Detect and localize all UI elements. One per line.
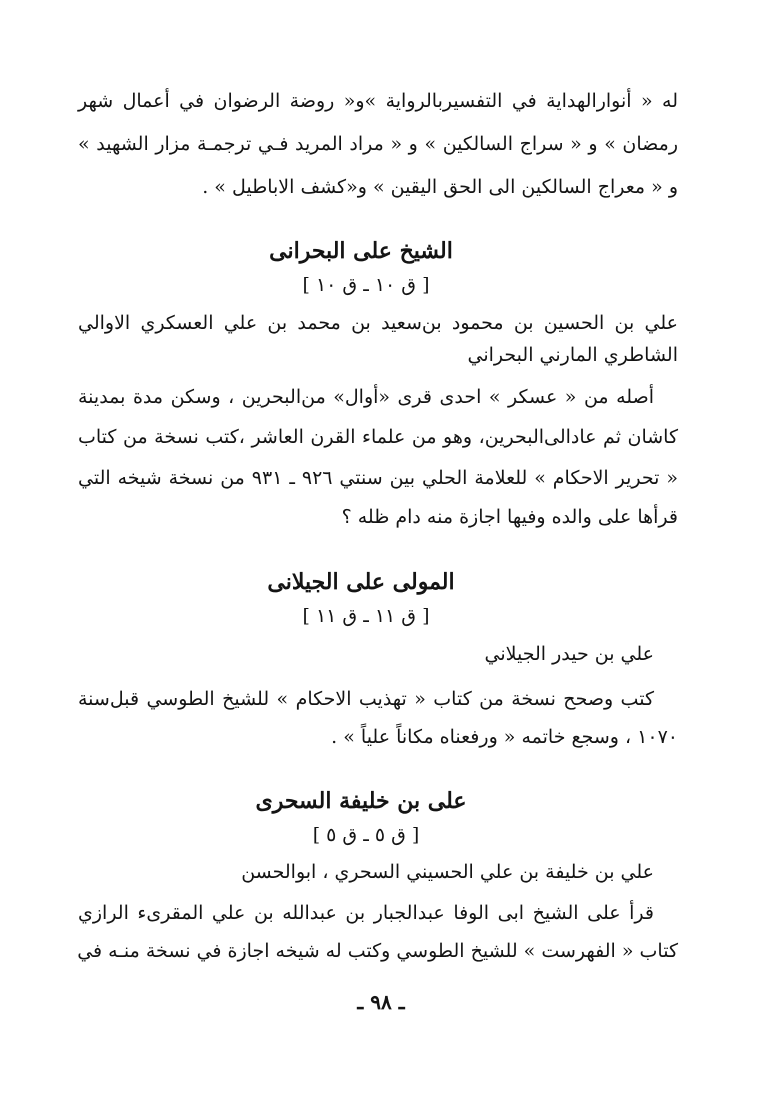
entry-body-line: أصله من « عسكر » احدى قرى «أوال» من‌البحرين ، وسكن مدة بمدينة (78, 386, 654, 408)
entry-dates: [ ق ٥ ـ ق ٥ ] (312, 824, 420, 846)
intro-line: له « أنوارالهداية في التفسيربالرواية »و« روضة الرضوان في أعمال شهر (78, 90, 678, 112)
entry-name-line: علي بن خليفة بن علي الحسيني السحري ، ابوالحسن (241, 861, 654, 883)
entry-name-line: علي بن حيدر الجيلاني (484, 643, 654, 665)
entry-body-line: كاشان ثم عادالى‌البحرين، وهو من علماء القرن العاشر ،كتب نسخة من كتاب (78, 426, 678, 448)
intro-line: و « معراج السالكين الى الحق اليقين » و«كشف الاباطيل » . (202, 176, 678, 198)
entry-body-line: « تحرير الاحكام » للعلامة الحلي بين سنتي ٩٢٦ ـ ٩٣١ من نسخة شيخه التي (78, 467, 678, 489)
entry-dates: [ ق ١٠ ـ ق ١٠ ] (302, 274, 430, 296)
entry-title: على بن خليفة السحرى (255, 788, 467, 814)
entry-body-line: قرأ على الشيخ ابى الوفا عبدالجبار بن عبدالله بن علي المقرىء الرازي (78, 902, 654, 924)
entry-title: الشيخ على البحرانى (269, 238, 453, 264)
entry-body-line: ١٠٧٠ ، وسجع خاتمه « ورفعناه مكاناً علياً » . (331, 726, 678, 748)
intro-line: رمضان » و « سراج السالكين » و « مراد المريد فـي ترجمـة مزار الشهيد » (78, 133, 678, 155)
entry-body-line: كتب وصحح نسخة من كتاب « تهذيب الاحكام » للشيخ الطوسي قبل‌سنة (78, 688, 654, 710)
entry-dates: [ ق ١١ ـ ق ١١ ] (302, 605, 430, 627)
entry-name-line: الشاطري المارني البحراني (467, 344, 678, 366)
entry-body-line: كتاب « الفهرست » للشيخ الطوسي وكتب له شيخه اجازة في نسخة منـه في (77, 940, 678, 962)
page-number: ـ ٩٨ ـ (357, 990, 405, 1014)
entry-name-line: علي بن الحسين بن محمود بن‌سعيد بن محمد بن علي العسكري الاوالي (78, 312, 678, 334)
entry-title: المولى على الجيلانى (267, 569, 455, 595)
entry-body-line: قرأها على والده وفيها اجازة منه دام ظله ؟ (341, 506, 678, 528)
